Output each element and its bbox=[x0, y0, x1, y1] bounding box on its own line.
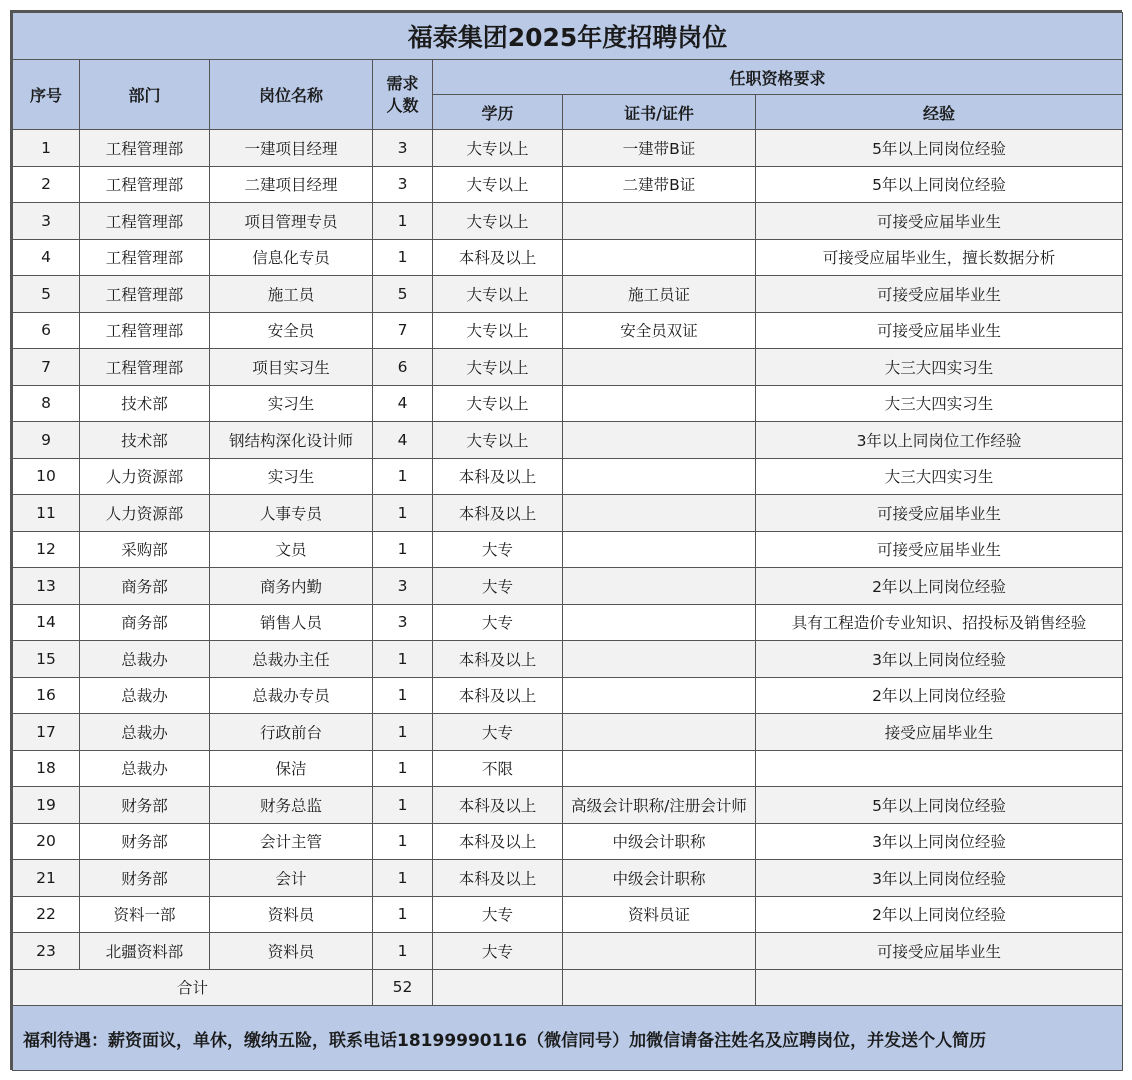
cell-dept: 工程管理部 bbox=[80, 166, 210, 203]
cell-experience: 5年以上同岗位经验 bbox=[756, 787, 1123, 824]
table-row bbox=[13, 385, 1123, 422]
cell-certificate bbox=[563, 458, 756, 495]
cell-education: 大专 bbox=[433, 568, 563, 605]
cell-count: 3 bbox=[373, 568, 433, 605]
cell-count: 1 bbox=[373, 714, 433, 751]
cell-position: 行政前台 bbox=[210, 714, 373, 751]
page-title: 福泰集团2025年度招聘岗位 bbox=[13, 13, 1123, 60]
header-certificate: 证书/证件 bbox=[563, 95, 756, 130]
table-row bbox=[13, 604, 1123, 641]
cell-seq: 13 bbox=[13, 568, 80, 605]
cell-dept: 工程管理部 bbox=[80, 312, 210, 349]
cell-position: 项目管理专员 bbox=[210, 203, 373, 240]
cell-position: 保洁 bbox=[210, 750, 373, 787]
cell-experience: 可接受应届毕业生，擅长数据分析 bbox=[756, 239, 1123, 276]
table-row bbox=[13, 349, 1123, 386]
cell-seq: 17 bbox=[13, 714, 80, 751]
cell-count: 5 bbox=[373, 276, 433, 313]
cell-certificate: 一建带B证 bbox=[563, 130, 756, 167]
table-row bbox=[13, 860, 1123, 897]
table-row bbox=[13, 458, 1123, 495]
table-row bbox=[13, 203, 1123, 240]
cell-seq: 21 bbox=[13, 860, 80, 897]
cell-experience bbox=[756, 750, 1123, 787]
cell-count: 1 bbox=[373, 677, 433, 714]
cell-dept: 工程管理部 bbox=[80, 130, 210, 167]
cell-dept: 技术部 bbox=[80, 422, 210, 459]
header-experience: 经验 bbox=[756, 95, 1123, 130]
cell-education: 大专 bbox=[433, 933, 563, 970]
cell-dept: 商务部 bbox=[80, 604, 210, 641]
cell-seq: 5 bbox=[13, 276, 80, 313]
cell-count: 3 bbox=[373, 166, 433, 203]
cell-count: 1 bbox=[373, 239, 433, 276]
table-row bbox=[13, 276, 1123, 313]
cell-education: 大专 bbox=[433, 604, 563, 641]
cell-count: 1 bbox=[373, 641, 433, 678]
cell-certificate: 中级会计职称 bbox=[563, 860, 756, 897]
cell-education: 本科及以上 bbox=[433, 823, 563, 860]
table-row bbox=[13, 787, 1123, 824]
cell-seq: 15 bbox=[13, 641, 80, 678]
cell-position: 文员 bbox=[210, 531, 373, 568]
cell-seq: 6 bbox=[13, 312, 80, 349]
cell-experience: 可接受应届毕业生 bbox=[756, 276, 1123, 313]
cell-dept: 财务部 bbox=[80, 823, 210, 860]
cell-experience: 2年以上同岗位经验 bbox=[756, 568, 1123, 605]
cell-position: 实习生 bbox=[210, 458, 373, 495]
cell-seq: 16 bbox=[13, 677, 80, 714]
cell-seq: 4 bbox=[13, 239, 80, 276]
cell-education: 大专 bbox=[433, 531, 563, 568]
cell-count: 4 bbox=[373, 385, 433, 422]
cell-count: 1 bbox=[373, 203, 433, 240]
cell-certificate bbox=[563, 677, 756, 714]
cell-experience: 可接受应届毕业生 bbox=[756, 495, 1123, 532]
cell-education: 本科及以上 bbox=[433, 860, 563, 897]
cell-position: 施工员 bbox=[210, 276, 373, 313]
total-empty bbox=[756, 969, 1123, 1006]
cell-seq: 22 bbox=[13, 896, 80, 933]
cell-education: 本科及以上 bbox=[433, 787, 563, 824]
table-row bbox=[13, 166, 1123, 203]
cell-seq: 11 bbox=[13, 495, 80, 532]
total-empty bbox=[433, 969, 563, 1006]
cell-position: 商务内勤 bbox=[210, 568, 373, 605]
cell-certificate bbox=[563, 422, 756, 459]
header-count: 需求人数 bbox=[373, 60, 433, 130]
cell-dept: 财务部 bbox=[80, 787, 210, 824]
cell-experience: 3年以上同岗位工作经验 bbox=[756, 422, 1123, 459]
cell-dept: 总裁办 bbox=[80, 714, 210, 751]
cell-experience: 2年以上同岗位经验 bbox=[756, 677, 1123, 714]
cell-certificate bbox=[563, 933, 756, 970]
cell-dept: 财务部 bbox=[80, 860, 210, 897]
cell-experience: 3年以上同岗位经验 bbox=[756, 860, 1123, 897]
cell-dept: 技术部 bbox=[80, 385, 210, 422]
cell-count: 1 bbox=[373, 860, 433, 897]
cell-experience: 可接受应届毕业生 bbox=[756, 312, 1123, 349]
cell-position: 资料员 bbox=[210, 933, 373, 970]
cell-education: 大专以上 bbox=[433, 203, 563, 240]
cell-experience: 可接受应届毕业生 bbox=[756, 203, 1123, 240]
table-row bbox=[13, 130, 1123, 167]
cell-experience: 3年以上同岗位经验 bbox=[756, 823, 1123, 860]
cell-dept: 总裁办 bbox=[80, 750, 210, 787]
cell-certificate: 安全员双证 bbox=[563, 312, 756, 349]
cell-seq: 18 bbox=[13, 750, 80, 787]
cell-certificate: 中级会计职称 bbox=[563, 823, 756, 860]
cell-count: 3 bbox=[373, 604, 433, 641]
cell-count: 4 bbox=[373, 422, 433, 459]
cell-certificate bbox=[563, 349, 756, 386]
cell-dept: 工程管理部 bbox=[80, 349, 210, 386]
cell-education: 本科及以上 bbox=[433, 239, 563, 276]
cell-dept: 工程管理部 bbox=[80, 276, 210, 313]
cell-experience: 大三大四实习生 bbox=[756, 385, 1123, 422]
header-seq: 序号 bbox=[13, 60, 80, 130]
cell-certificate bbox=[563, 239, 756, 276]
cell-seq: 1 bbox=[13, 130, 80, 167]
cell-seq: 8 bbox=[13, 385, 80, 422]
cell-position: 资料员 bbox=[210, 896, 373, 933]
cell-dept: 采购部 bbox=[80, 531, 210, 568]
cell-certificate: 二建带B证 bbox=[563, 166, 756, 203]
total-label: 合计 bbox=[13, 969, 373, 1006]
cell-position: 财务总监 bbox=[210, 787, 373, 824]
cell-seq: 19 bbox=[13, 787, 80, 824]
cell-count: 7 bbox=[373, 312, 433, 349]
cell-count: 3 bbox=[373, 130, 433, 167]
table-row bbox=[13, 568, 1123, 605]
cell-education: 大专 bbox=[433, 714, 563, 751]
cell-education: 本科及以上 bbox=[433, 458, 563, 495]
table-row bbox=[13, 823, 1123, 860]
cell-dept: 总裁办 bbox=[80, 677, 210, 714]
table-row bbox=[13, 641, 1123, 678]
cell-education: 本科及以上 bbox=[433, 677, 563, 714]
cell-count: 6 bbox=[373, 349, 433, 386]
header-position: 岗位名称 bbox=[210, 60, 373, 130]
cell-education: 大专以上 bbox=[433, 422, 563, 459]
cell-experience: 可接受应届毕业生 bbox=[756, 933, 1123, 970]
cell-position: 销售人员 bbox=[210, 604, 373, 641]
total-empty bbox=[563, 969, 756, 1006]
cell-education: 大专以上 bbox=[433, 349, 563, 386]
cell-certificate bbox=[563, 750, 756, 787]
cell-certificate bbox=[563, 604, 756, 641]
cell-experience: 2年以上同岗位经验 bbox=[756, 896, 1123, 933]
cell-education: 本科及以上 bbox=[433, 641, 563, 678]
cell-count: 1 bbox=[373, 531, 433, 568]
cell-certificate: 资料员证 bbox=[563, 896, 756, 933]
cell-seq: 3 bbox=[13, 203, 80, 240]
cell-dept: 资料一部 bbox=[80, 896, 210, 933]
cell-certificate bbox=[563, 531, 756, 568]
cell-dept: 北疆资料部 bbox=[80, 933, 210, 970]
cell-seq: 20 bbox=[13, 823, 80, 860]
table-row bbox=[13, 312, 1123, 349]
cell-seq: 7 bbox=[13, 349, 80, 386]
cell-dept: 工程管理部 bbox=[80, 239, 210, 276]
table-row bbox=[13, 750, 1123, 787]
cell-count: 1 bbox=[373, 750, 433, 787]
cell-seq: 2 bbox=[13, 166, 80, 203]
recruitment-table bbox=[12, 12, 1123, 1071]
cell-dept: 总裁办 bbox=[80, 641, 210, 678]
cell-education: 大专以上 bbox=[433, 166, 563, 203]
cell-seq: 9 bbox=[13, 422, 80, 459]
cell-experience: 5年以上同岗位经验 bbox=[756, 130, 1123, 167]
table-row bbox=[13, 677, 1123, 714]
cell-experience: 3年以上同岗位经验 bbox=[756, 641, 1123, 678]
total-count: 52 bbox=[373, 969, 433, 1006]
cell-position: 实习生 bbox=[210, 385, 373, 422]
cell-position: 会计主管 bbox=[210, 823, 373, 860]
cell-position: 总裁办主任 bbox=[210, 641, 373, 678]
cell-dept: 人力资源部 bbox=[80, 495, 210, 532]
recruitment-sheet bbox=[10, 10, 1122, 1070]
cell-count: 1 bbox=[373, 933, 433, 970]
cell-education: 大专以上 bbox=[433, 385, 563, 422]
cell-position: 总裁办专员 bbox=[210, 677, 373, 714]
cell-count: 1 bbox=[373, 787, 433, 824]
cell-experience: 可接受应届毕业生 bbox=[756, 531, 1123, 568]
header-dept: 部门 bbox=[80, 60, 210, 130]
cell-certificate bbox=[563, 641, 756, 678]
cell-certificate bbox=[563, 203, 756, 240]
cell-position: 安全员 bbox=[210, 312, 373, 349]
cell-education: 大专以上 bbox=[433, 130, 563, 167]
cell-certificate bbox=[563, 714, 756, 751]
cell-experience: 接受应届毕业生 bbox=[756, 714, 1123, 751]
cell-seq: 23 bbox=[13, 933, 80, 970]
cell-experience: 5年以上同岗位经验 bbox=[756, 166, 1123, 203]
table-row bbox=[13, 714, 1123, 751]
table-row bbox=[13, 239, 1123, 276]
cell-certificate bbox=[563, 495, 756, 532]
cell-experience: 大三大四实习生 bbox=[756, 458, 1123, 495]
cell-seq: 14 bbox=[13, 604, 80, 641]
cell-education: 不限 bbox=[433, 750, 563, 787]
cell-position: 钢结构深化设计师 bbox=[210, 422, 373, 459]
cell-dept: 人力资源部 bbox=[80, 458, 210, 495]
cell-count: 1 bbox=[373, 495, 433, 532]
cell-seq: 12 bbox=[13, 531, 80, 568]
cell-count: 1 bbox=[373, 458, 433, 495]
cell-certificate bbox=[563, 385, 756, 422]
table-row bbox=[13, 422, 1123, 459]
cell-count: 1 bbox=[373, 896, 433, 933]
cell-education: 大专以上 bbox=[433, 276, 563, 313]
header-qualification: 任职资格要求 bbox=[433, 60, 1123, 95]
cell-count: 1 bbox=[373, 823, 433, 860]
cell-position: 一建项目经理 bbox=[210, 130, 373, 167]
table-row bbox=[13, 896, 1123, 933]
cell-position: 二建项目经理 bbox=[210, 166, 373, 203]
table-row bbox=[13, 495, 1123, 532]
cell-certificate bbox=[563, 568, 756, 605]
total-row bbox=[13, 969, 1123, 1006]
footer-row bbox=[13, 1006, 1123, 1071]
cell-position: 信息化专员 bbox=[210, 239, 373, 276]
cell-certificate: 高级会计职称/注册会计师 bbox=[563, 787, 756, 824]
cell-position: 项目实习生 bbox=[210, 349, 373, 386]
table-row bbox=[13, 933, 1123, 970]
benefits-note: 福利待遇：薪资面议，单休，缴纳五险，联系电话18199990116（微信同号）加微信请备注姓名及应聘岗位，并发送个人简历 bbox=[13, 1006, 1123, 1071]
cell-seq: 10 bbox=[13, 458, 80, 495]
cell-education: 大专 bbox=[433, 896, 563, 933]
cell-experience: 具有工程造价专业知识、招投标及销售经验 bbox=[756, 604, 1123, 641]
table-row bbox=[13, 531, 1123, 568]
cell-position: 人事专员 bbox=[210, 495, 373, 532]
cell-dept: 商务部 bbox=[80, 568, 210, 605]
cell-education: 大专以上 bbox=[433, 312, 563, 349]
cell-position: 会计 bbox=[210, 860, 373, 897]
cell-dept: 工程管理部 bbox=[80, 203, 210, 240]
cell-experience: 大三大四实习生 bbox=[756, 349, 1123, 386]
cell-education: 本科及以上 bbox=[433, 495, 563, 532]
header-education: 学历 bbox=[433, 95, 563, 130]
cell-certificate: 施工员证 bbox=[563, 276, 756, 313]
